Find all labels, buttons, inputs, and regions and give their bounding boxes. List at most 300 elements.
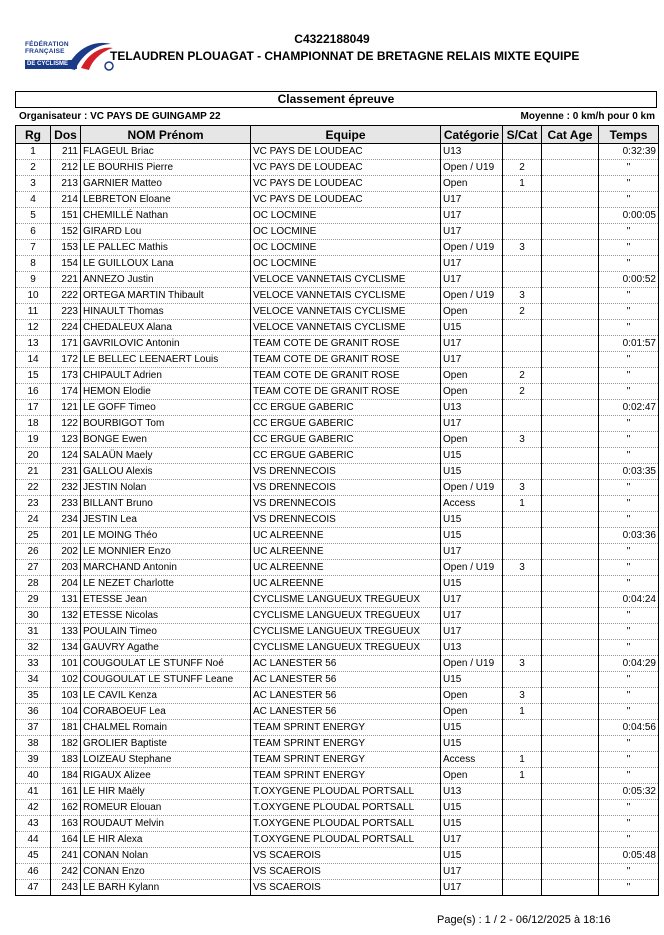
cell-scat	[503, 336, 542, 352]
cell-rg: 2	[16, 160, 51, 176]
cell-temps: "	[599, 768, 659, 784]
cell-dos: 161	[51, 784, 81, 800]
cell-categorie: U15	[441, 320, 503, 336]
col-nom: NOM Prénom	[81, 126, 251, 144]
organisateur: Organisateur : VC PAYS DE GUINGAMP 22	[19, 111, 221, 122]
cell-rg: 37	[16, 720, 51, 736]
cell-scat	[503, 592, 542, 608]
cell-dos: 222	[51, 288, 81, 304]
cell-nom: CHIPAULT Adrien	[81, 368, 251, 384]
cell-categorie: U17	[441, 544, 503, 560]
cell-equipe: VELOCE VANNETAIS CYCLISME	[251, 320, 441, 336]
cell-scat	[503, 736, 542, 752]
cell-dos: 121	[51, 400, 81, 416]
cell-nom: BILLANT Bruno	[81, 496, 251, 512]
table-row	[16, 464, 659, 480]
cell-categorie: U17	[441, 224, 503, 240]
cell-temps: 0:03:35	[599, 464, 659, 480]
col-equipe: Equipe	[251, 126, 441, 144]
cell-categorie: Open	[441, 384, 503, 400]
cell-equipe: CC ERGUE GABERIC	[251, 448, 441, 464]
cell-dos: 131	[51, 592, 81, 608]
cell-rg: 14	[16, 352, 51, 368]
cell-scat	[503, 848, 542, 864]
table-row	[16, 640, 659, 656]
classement-title: Classement épreuve	[15, 91, 657, 108]
cell-dos: 231	[51, 464, 81, 480]
cell-rg: 23	[16, 496, 51, 512]
cell-categorie: U15	[441, 736, 503, 752]
col-categorie: Catégorie	[441, 126, 503, 144]
cell-scat	[503, 208, 542, 224]
cell-scat: 3	[503, 288, 542, 304]
table-row	[16, 720, 659, 736]
cell-categorie: Open / U19	[441, 160, 503, 176]
cell-nom: GAVRILOVIC Antonin	[81, 336, 251, 352]
cell-cat-age	[542, 240, 599, 256]
cell-scat	[503, 528, 542, 544]
table-row	[16, 480, 659, 496]
cell-cat-age	[542, 192, 599, 208]
cell-temps: 0:04:56	[599, 720, 659, 736]
info-row	[19, 111, 655, 122]
cell-dos: 232	[51, 480, 81, 496]
cell-equipe: TEAM SPRINT ENERGY	[251, 736, 441, 752]
cell-categorie: U13	[441, 784, 503, 800]
cell-categorie: U17	[441, 256, 503, 272]
cell-equipe: CYCLISME LANGUEUX TREGUEUX	[251, 592, 441, 608]
cell-rg: 5	[16, 208, 51, 224]
cell-nom: CORABOEUF Lea	[81, 704, 251, 720]
cell-rg: 19	[16, 432, 51, 448]
cell-categorie: U17	[441, 608, 503, 624]
cell-cat-age	[542, 608, 599, 624]
table-row	[16, 608, 659, 624]
cell-cat-age	[542, 528, 599, 544]
cell-temps: "	[599, 608, 659, 624]
cell-dos: 132	[51, 608, 81, 624]
cell-temps: "	[599, 560, 659, 576]
cell-scat	[503, 624, 542, 640]
cell-temps: "	[599, 832, 659, 848]
cell-cat-age	[542, 880, 599, 896]
table-row	[16, 384, 659, 400]
table-row	[16, 208, 659, 224]
cell-scat	[503, 256, 542, 272]
cell-equipe: UC ALREENNE	[251, 528, 441, 544]
cell-rg: 47	[16, 880, 51, 896]
cell-rg: 34	[16, 672, 51, 688]
cell-dos: 224	[51, 320, 81, 336]
cell-nom: GROLIER Baptiste	[81, 736, 251, 752]
cell-dos: 182	[51, 736, 81, 752]
cell-cat-age	[542, 592, 599, 608]
table-row	[16, 864, 659, 880]
cell-temps: "	[599, 384, 659, 400]
cell-categorie: Open	[441, 432, 503, 448]
cell-equipe: VS DRENNECOIS	[251, 496, 441, 512]
cell-temps: "	[599, 640, 659, 656]
cell-cat-age	[542, 400, 599, 416]
cell-categorie: Access	[441, 752, 503, 768]
cell-equipe: CYCLISME LANGUEUX TREGUEUX	[251, 608, 441, 624]
cell-cat-age	[542, 624, 599, 640]
cell-temps: "	[599, 224, 659, 240]
cell-dos: 151	[51, 208, 81, 224]
cell-rg: 20	[16, 448, 51, 464]
cell-dos: 233	[51, 496, 81, 512]
cell-equipe: TEAM SPRINT ENERGY	[251, 720, 441, 736]
cell-rg: 8	[16, 256, 51, 272]
cell-scat	[503, 352, 542, 368]
cell-equipe: TEAM SPRINT ENERGY	[251, 768, 441, 784]
cell-temps: "	[599, 288, 659, 304]
cell-equipe: TEAM COTE DE GRANIT ROSE	[251, 336, 441, 352]
cell-rg: 22	[16, 480, 51, 496]
cell-dos: 243	[51, 880, 81, 896]
cell-scat	[503, 144, 542, 160]
cell-scat	[503, 816, 542, 832]
cell-scat: 1	[503, 704, 542, 720]
cell-nom: SALAÜN Maely	[81, 448, 251, 464]
table-row	[16, 256, 659, 272]
cell-dos: 174	[51, 384, 81, 400]
cell-rg: 27	[16, 560, 51, 576]
cell-categorie: Open	[441, 176, 503, 192]
cell-categorie: U17	[441, 864, 503, 880]
cell-scat: 3	[503, 560, 542, 576]
cell-temps: "	[599, 368, 659, 384]
cell-equipe: T.OXYGENE PLOUDAL PORTSALL	[251, 784, 441, 800]
cell-temps: 0:00:52	[599, 272, 659, 288]
cell-nom: LE BELLEC LEENAERT Louis	[81, 352, 251, 368]
cell-dos: 181	[51, 720, 81, 736]
cell-nom: MARCHAND Antonin	[81, 560, 251, 576]
cell-temps: 0:05:32	[599, 784, 659, 800]
cell-rg: 46	[16, 864, 51, 880]
cell-scat	[503, 720, 542, 736]
cell-cat-age	[542, 736, 599, 752]
cell-scat: 2	[503, 160, 542, 176]
cell-nom: CONAN Enzo	[81, 864, 251, 880]
cell-scat	[503, 784, 542, 800]
cell-dos: 162	[51, 800, 81, 816]
cell-cat-age	[542, 464, 599, 480]
cell-nom: LE BARH Kylann	[81, 880, 251, 896]
cell-categorie: U15	[441, 720, 503, 736]
cell-categorie: U17	[441, 352, 503, 368]
cell-dos: 102	[51, 672, 81, 688]
logo-text: FÉDÉRATION FRANÇAISE	[25, 41, 69, 55]
cell-categorie: Open / U19	[441, 480, 503, 496]
cell-cat-age	[542, 304, 599, 320]
cell-nom: CHALMEL Romain	[81, 720, 251, 736]
table-row	[16, 688, 659, 704]
cell-scat	[503, 880, 542, 896]
cell-dos: 202	[51, 544, 81, 560]
cell-equipe: T.OXYGENE PLOUDAL PORTSALL	[251, 816, 441, 832]
cell-nom: GAUVRY Agathe	[81, 640, 251, 656]
cell-nom: GALLOU Alexis	[81, 464, 251, 480]
cell-scat	[503, 320, 542, 336]
cell-temps: "	[599, 416, 659, 432]
cell-rg: 7	[16, 240, 51, 256]
cell-temps: "	[599, 448, 659, 464]
cell-nom: JESTIN Lea	[81, 512, 251, 528]
table-row	[16, 304, 659, 320]
cell-dos: 134	[51, 640, 81, 656]
table-row	[16, 496, 659, 512]
cell-nom: HEMON Elodie	[81, 384, 251, 400]
cell-categorie: U17	[441, 624, 503, 640]
cell-dos: 124	[51, 448, 81, 464]
cell-equipe: CYCLISME LANGUEUX TREGUEUX	[251, 624, 441, 640]
cell-dos: 164	[51, 832, 81, 848]
table-row	[16, 512, 659, 528]
cell-equipe: VS SCAEROIS	[251, 864, 441, 880]
cell-rg: 38	[16, 736, 51, 752]
cell-equipe: UC ALREENNE	[251, 560, 441, 576]
cell-scat: 3	[503, 688, 542, 704]
cell-rg: 12	[16, 320, 51, 336]
cell-dos: 201	[51, 528, 81, 544]
cell-equipe: VS SCAEROIS	[251, 880, 441, 896]
federation-logo	[25, 38, 115, 74]
cell-cat-age	[542, 784, 599, 800]
cell-categorie: U15	[441, 512, 503, 528]
cell-categorie: Open / U19	[441, 656, 503, 672]
cell-equipe: AC LANESTER 56	[251, 704, 441, 720]
cell-categorie: U17	[441, 832, 503, 848]
cell-rg: 45	[16, 848, 51, 864]
cell-temps: "	[599, 192, 659, 208]
cell-scat: 2	[503, 368, 542, 384]
cell-equipe: VC PAYS DE LOUDEAC	[251, 192, 441, 208]
cell-temps: 0:01:57	[599, 336, 659, 352]
cell-cat-age	[542, 672, 599, 688]
cell-cat-age	[542, 816, 599, 832]
table-row	[16, 704, 659, 720]
cell-temps: "	[599, 624, 659, 640]
table-row	[16, 416, 659, 432]
cell-cat-age	[542, 272, 599, 288]
cell-dos: 242	[51, 864, 81, 880]
page-footer: Page(s) : 1 / 2 - 06/12/2025 à 18:16	[437, 914, 611, 926]
cell-equipe: VELOCE VANNETAIS CYCLISME	[251, 272, 441, 288]
cell-rg: 41	[16, 784, 51, 800]
table-row	[16, 192, 659, 208]
cell-equipe: AC LANESTER 56	[251, 672, 441, 688]
cell-nom: CHEMILLÉ Nathan	[81, 208, 251, 224]
cell-categorie: U17	[441, 272, 503, 288]
cell-nom: LE MONNIER Enzo	[81, 544, 251, 560]
table-row	[16, 880, 659, 896]
cell-cat-age	[542, 864, 599, 880]
table-row	[16, 176, 659, 192]
cell-scat	[503, 416, 542, 432]
cell-cat-age	[542, 352, 599, 368]
cell-categorie: U15	[441, 464, 503, 480]
cell-scat: 1	[503, 496, 542, 512]
cell-temps: "	[599, 672, 659, 688]
cell-temps: 0:05:48	[599, 848, 659, 864]
cell-nom: LE GUILLOUX Lana	[81, 256, 251, 272]
cell-temps: "	[599, 736, 659, 752]
table-header-row	[16, 126, 659, 144]
table-row	[16, 432, 659, 448]
cell-cat-age	[542, 512, 599, 528]
cell-temps: "	[599, 256, 659, 272]
cell-rg: 10	[16, 288, 51, 304]
cell-equipe: TEAM COTE DE GRANIT ROSE	[251, 384, 441, 400]
cell-cat-age	[542, 720, 599, 736]
cell-rg: 1	[16, 144, 51, 160]
cell-rg: 21	[16, 464, 51, 480]
cell-equipe: TEAM COTE DE GRANIT ROSE	[251, 368, 441, 384]
cell-rg: 35	[16, 688, 51, 704]
cell-scat	[503, 576, 542, 592]
cell-rg: 9	[16, 272, 51, 288]
cell-categorie: U13	[441, 400, 503, 416]
table-row	[16, 560, 659, 576]
cell-rg: 44	[16, 832, 51, 848]
cell-dos: 213	[51, 176, 81, 192]
cell-dos: 221	[51, 272, 81, 288]
cell-cat-age	[542, 768, 599, 784]
cell-temps: "	[599, 480, 659, 496]
cell-equipe: UC ALREENNE	[251, 576, 441, 592]
cell-cat-age	[542, 256, 599, 272]
results-table	[15, 125, 659, 896]
cell-scat	[503, 864, 542, 880]
table-row	[16, 592, 659, 608]
cell-scat	[503, 832, 542, 848]
cell-scat	[503, 608, 542, 624]
cell-cat-age	[542, 224, 599, 240]
table-row	[16, 832, 659, 848]
cell-categorie: U15	[441, 800, 503, 816]
cell-dos: 123	[51, 432, 81, 448]
event-title: TELAUDREN PLOUAGAT - CHAMPIONNAT DE BRETAGNE RELAIS MIXTE EQUIPE	[110, 49, 580, 63]
cell-temps: "	[599, 800, 659, 816]
cell-rg: 30	[16, 608, 51, 624]
cell-temps: 0:04:29	[599, 656, 659, 672]
cell-dos: 153	[51, 240, 81, 256]
cell-rg: 4	[16, 192, 51, 208]
cell-cat-age	[542, 832, 599, 848]
cell-cat-age	[542, 416, 599, 432]
cell-rg: 42	[16, 800, 51, 816]
cell-dos: 154	[51, 256, 81, 272]
cell-nom: JESTIN Nolan	[81, 480, 251, 496]
cell-temps: "	[599, 752, 659, 768]
cell-nom: COUGOULAT LE STUNFF Leane	[81, 672, 251, 688]
cell-equipe: VS DRENNECOIS	[251, 464, 441, 480]
cell-rg: 26	[16, 544, 51, 560]
cell-dos: 101	[51, 656, 81, 672]
cell-rg: 36	[16, 704, 51, 720]
cell-categorie: U17	[441, 416, 503, 432]
table-row	[16, 656, 659, 672]
table-row	[16, 288, 659, 304]
cell-rg: 11	[16, 304, 51, 320]
table-row	[16, 624, 659, 640]
cell-equipe: CC ERGUE GABERIC	[251, 432, 441, 448]
cell-equipe: AC LANESTER 56	[251, 688, 441, 704]
cell-categorie: U15	[441, 448, 503, 464]
cell-scat: 1	[503, 768, 542, 784]
cell-cat-age	[542, 688, 599, 704]
cell-categorie: U15	[441, 848, 503, 864]
cell-scat: 3	[503, 656, 542, 672]
cell-equipe: OC LOCMINE	[251, 256, 441, 272]
cell-nom: ANNEZO Justin	[81, 272, 251, 288]
cell-equipe: CYCLISME LANGUEUX TREGUEUX	[251, 640, 441, 656]
cell-cat-age	[542, 576, 599, 592]
cell-cat-age	[542, 752, 599, 768]
cell-rg: 13	[16, 336, 51, 352]
cell-scat	[503, 672, 542, 688]
cell-cat-age	[542, 368, 599, 384]
cell-dos: 223	[51, 304, 81, 320]
cell-nom: LE MOING Théo	[81, 528, 251, 544]
cell-nom: GIRARD Lou	[81, 224, 251, 240]
cell-equipe: TEAM COTE DE GRANIT ROSE	[251, 352, 441, 368]
cell-nom: HINAULT Thomas	[81, 304, 251, 320]
cell-temps: "	[599, 320, 659, 336]
cell-equipe: OC LOCMINE	[251, 224, 441, 240]
cell-temps: 0:02:47	[599, 400, 659, 416]
cell-cat-age	[542, 160, 599, 176]
cell-temps: "	[599, 240, 659, 256]
cell-equipe: AC LANESTER 56	[251, 656, 441, 672]
cell-rg: 16	[16, 384, 51, 400]
cell-temps: "	[599, 496, 659, 512]
cell-temps: "	[599, 880, 659, 896]
cell-rg: 17	[16, 400, 51, 416]
cell-categorie: Open	[441, 304, 503, 320]
document-code: C4322188049	[294, 32, 370, 46]
cell-dos: 122	[51, 416, 81, 432]
cell-nom: COUGOULAT LE STUNFF Noé	[81, 656, 251, 672]
cell-dos: 133	[51, 624, 81, 640]
cell-temps: "	[599, 816, 659, 832]
cell-rg: 28	[16, 576, 51, 592]
cell-rg: 32	[16, 640, 51, 656]
cell-temps: "	[599, 704, 659, 720]
cell-dos: 212	[51, 160, 81, 176]
cell-scat	[503, 400, 542, 416]
cell-equipe: T.OXYGENE PLOUDAL PORTSALL	[251, 832, 441, 848]
table-row	[16, 816, 659, 832]
cell-rg: 39	[16, 752, 51, 768]
col-dos: Dos	[51, 126, 81, 144]
cell-rg: 18	[16, 416, 51, 432]
table-row	[16, 752, 659, 768]
cell-temps: "	[599, 688, 659, 704]
cell-cat-age	[542, 208, 599, 224]
cell-cat-age	[542, 656, 599, 672]
cell-rg: 15	[16, 368, 51, 384]
table-row	[16, 272, 659, 288]
cell-temps: "	[599, 432, 659, 448]
moyenne: Moyenne : 0 km/h pour 0 km	[520, 111, 655, 122]
cell-cat-age	[542, 560, 599, 576]
cell-nom: BONGE Ewen	[81, 432, 251, 448]
cell-rg: 33	[16, 656, 51, 672]
cell-categorie: U15	[441, 672, 503, 688]
table-row	[16, 544, 659, 560]
